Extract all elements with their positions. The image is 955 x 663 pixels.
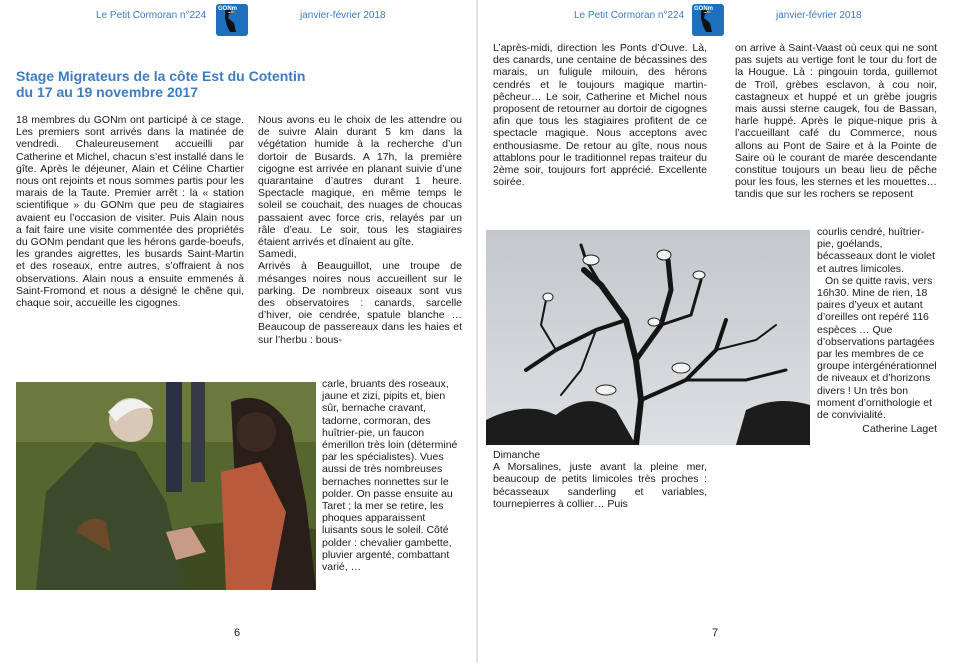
day-heading-samedi: Samedi,: [258, 248, 297, 261]
participants-photo: [16, 382, 316, 590]
right-column-1-bottom: [493, 449, 707, 510]
header-publication: Le Petit Cormoran n°224: [96, 10, 207, 21]
right-column-2-top: [735, 42, 937, 201]
title-line-1: Stage Migrateurs de la côte Est du Cotentin: [16, 68, 306, 84]
paragraph: L’après-midi, direction les Ponts d’Ouve. Là, des canards, une centaine de bécassines des marais, un fuligule milouin, des hérons cendrés et le toujours magique martin-pêcheur… Le soir, Catherine et Michel nous proposent de retourner au dortoir de cigognes afin que tous les stagiaires profitent de ce spectacle magique. Nous acceptons avec enthousiasme. De retour au gîte, nous nous attablons pour le traditionnel repas traiteur du 2ème soir, toujours fort apprécié. Excellente soirée.: [493, 42, 707, 189]
photo-illustration: [16, 382, 316, 590]
storks-tree-photo: [486, 230, 810, 445]
right-page: [478, 0, 955, 663]
paragraph: courlis cendré, huîtrier-pie, goélands, bécasseaux dont le violet et autres limicoles.: [817, 226, 935, 275]
right-column-1-top: [493, 42, 707, 188]
right-column-2-bottom: [817, 226, 937, 435]
left-column-2-bottom: [322, 378, 462, 573]
page-number-left: 6: [234, 627, 241, 639]
paragraph: 18 membres du GONm ont participé à ce stage. Les premiers sont arrivés dans la matinée de vendredi. Chaleureusement accueilli par Catherine et Michel, chacun s’est installé dans le gîte. Après le déjeuner, Alain et Céline Chartier nous ont rejoints et nous sommes partis pour les marais de la Taute. Premier arrêt : la « station scientifique » du GONm que peu de stagiaires avaient eu l’occasion de visiter. Puis Alain nous a fait faire une visite commentée des propriétés du GONm pendant que les hérons garde-boeufs, les grandes aigrettes, les busards Saint-Martin et des roseaux, entre autres, s’offraient à nos observations. Alain nous a ensuite emmenés à Saint-Fromond et nous a désigné le chêne qui, chaque soir, accueille les cigognes.: [16, 114, 244, 310]
left-column-1: [16, 114, 244, 309]
author-signature: Catherine Laget: [862, 423, 937, 436]
header-date: janvier-février 2018: [776, 10, 862, 21]
left-column-2-top: [258, 114, 462, 346]
photo-illustration: [486, 230, 810, 445]
gonm-logo: [692, 4, 724, 36]
header-date: janvier-février 2018: [300, 10, 386, 21]
header-publication: Le Petit Cormoran n°224: [574, 10, 685, 21]
title-line-2: du 17 au 19 novembre 2017: [16, 84, 199, 100]
article-title: [16, 68, 346, 100]
logo-text: GONm: [218, 6, 238, 12]
paragraph: A Morsalines, juste avant la pleine mer, beaucoup de petits limicoles très proches : bécasseaux sanderling et variables, tournepierres à collier… Puis: [493, 461, 707, 510]
gonm-logo: [216, 4, 248, 36]
paragraph: carle, bruants des roseaux, jaune et zizi, pipits et, bien sûr, bernache cravant, tadorne, cormoran, des huîtrier-pie, un faucon émerillon très loin (déterminé par les spécialistes). Vues aussi de très nombreuses bernaches nonnettes sur le polder. On passe ensuite au Taret ; la mer se retire, les phoques apparaissent luisants sous le soleil. Côté polder : chevalier gambette, pluvier argenté, combattant varié, …: [322, 378, 458, 574]
day-heading-dimanche: Dimanche: [493, 449, 541, 461]
paragraph: Nous avons eu le choix de les attendre ou de suivre Alain durant 5 km dans la végétation humide à la recherche d’un dortoir de Busards. A 17h, la première cigogne est arrivée en planant suivie d’une quarantaine d’autres durant 1 heure. Spectacle magique, en même temps le soleil se couchait, des nuages de choucas passaient avec force cris, relayés par un râle d’eau. Le soir, tous les stagiaires étaient arrivés et dînaient au gîte.: [258, 114, 462, 249]
paragraph: Arrivés à Beauguillot, une troupe de mésanges noires nous accueillent sur le parking. De nombreux oiseaux sont vus des observatoires : canards, sarcelle d’hiver, oie cendrée, spatule blanche … Beaucoup de passereaux dans les haies et sur l’herbu : bous-: [258, 260, 462, 346]
paragraph: On se quitte ravis, vers 16h30. Mine de rien, 18 paires d’yeux et autant d’oreilles ont repéré 116 espèces … Que d’observations partagées par les membres de ce groupe intergénérationnel de niveaux et d’horizons divers ! Un très bon moment d’ornithologie et de convivialité.: [817, 274, 937, 422]
page-number-right: 7: [712, 627, 719, 639]
logo-text: GONm: [694, 6, 714, 12]
left-page: [0, 0, 476, 663]
paragraph: on arrive à Saint-Vaast où ceux qui ne sont pas sujets au vertige font le tour du fort de la Hougue. Là : pingouin torda, guillemot de Troïl, grèbes esclavon, à cou noir, castagneux et huppé et un grèbe jougris mais aussi sterne caugek, fou de Bassan, harle huppé. Après le pique-nique pris à l’accueillant café du Commerce, nous allons au Pont de Saire et à la Pointe de Saire où le courant de marée descendante constitue toujours un beau lieu de pêche pour les fous, les sternes et les mouettes… tandis que sur les rochers se reposent: [735, 42, 937, 201]
